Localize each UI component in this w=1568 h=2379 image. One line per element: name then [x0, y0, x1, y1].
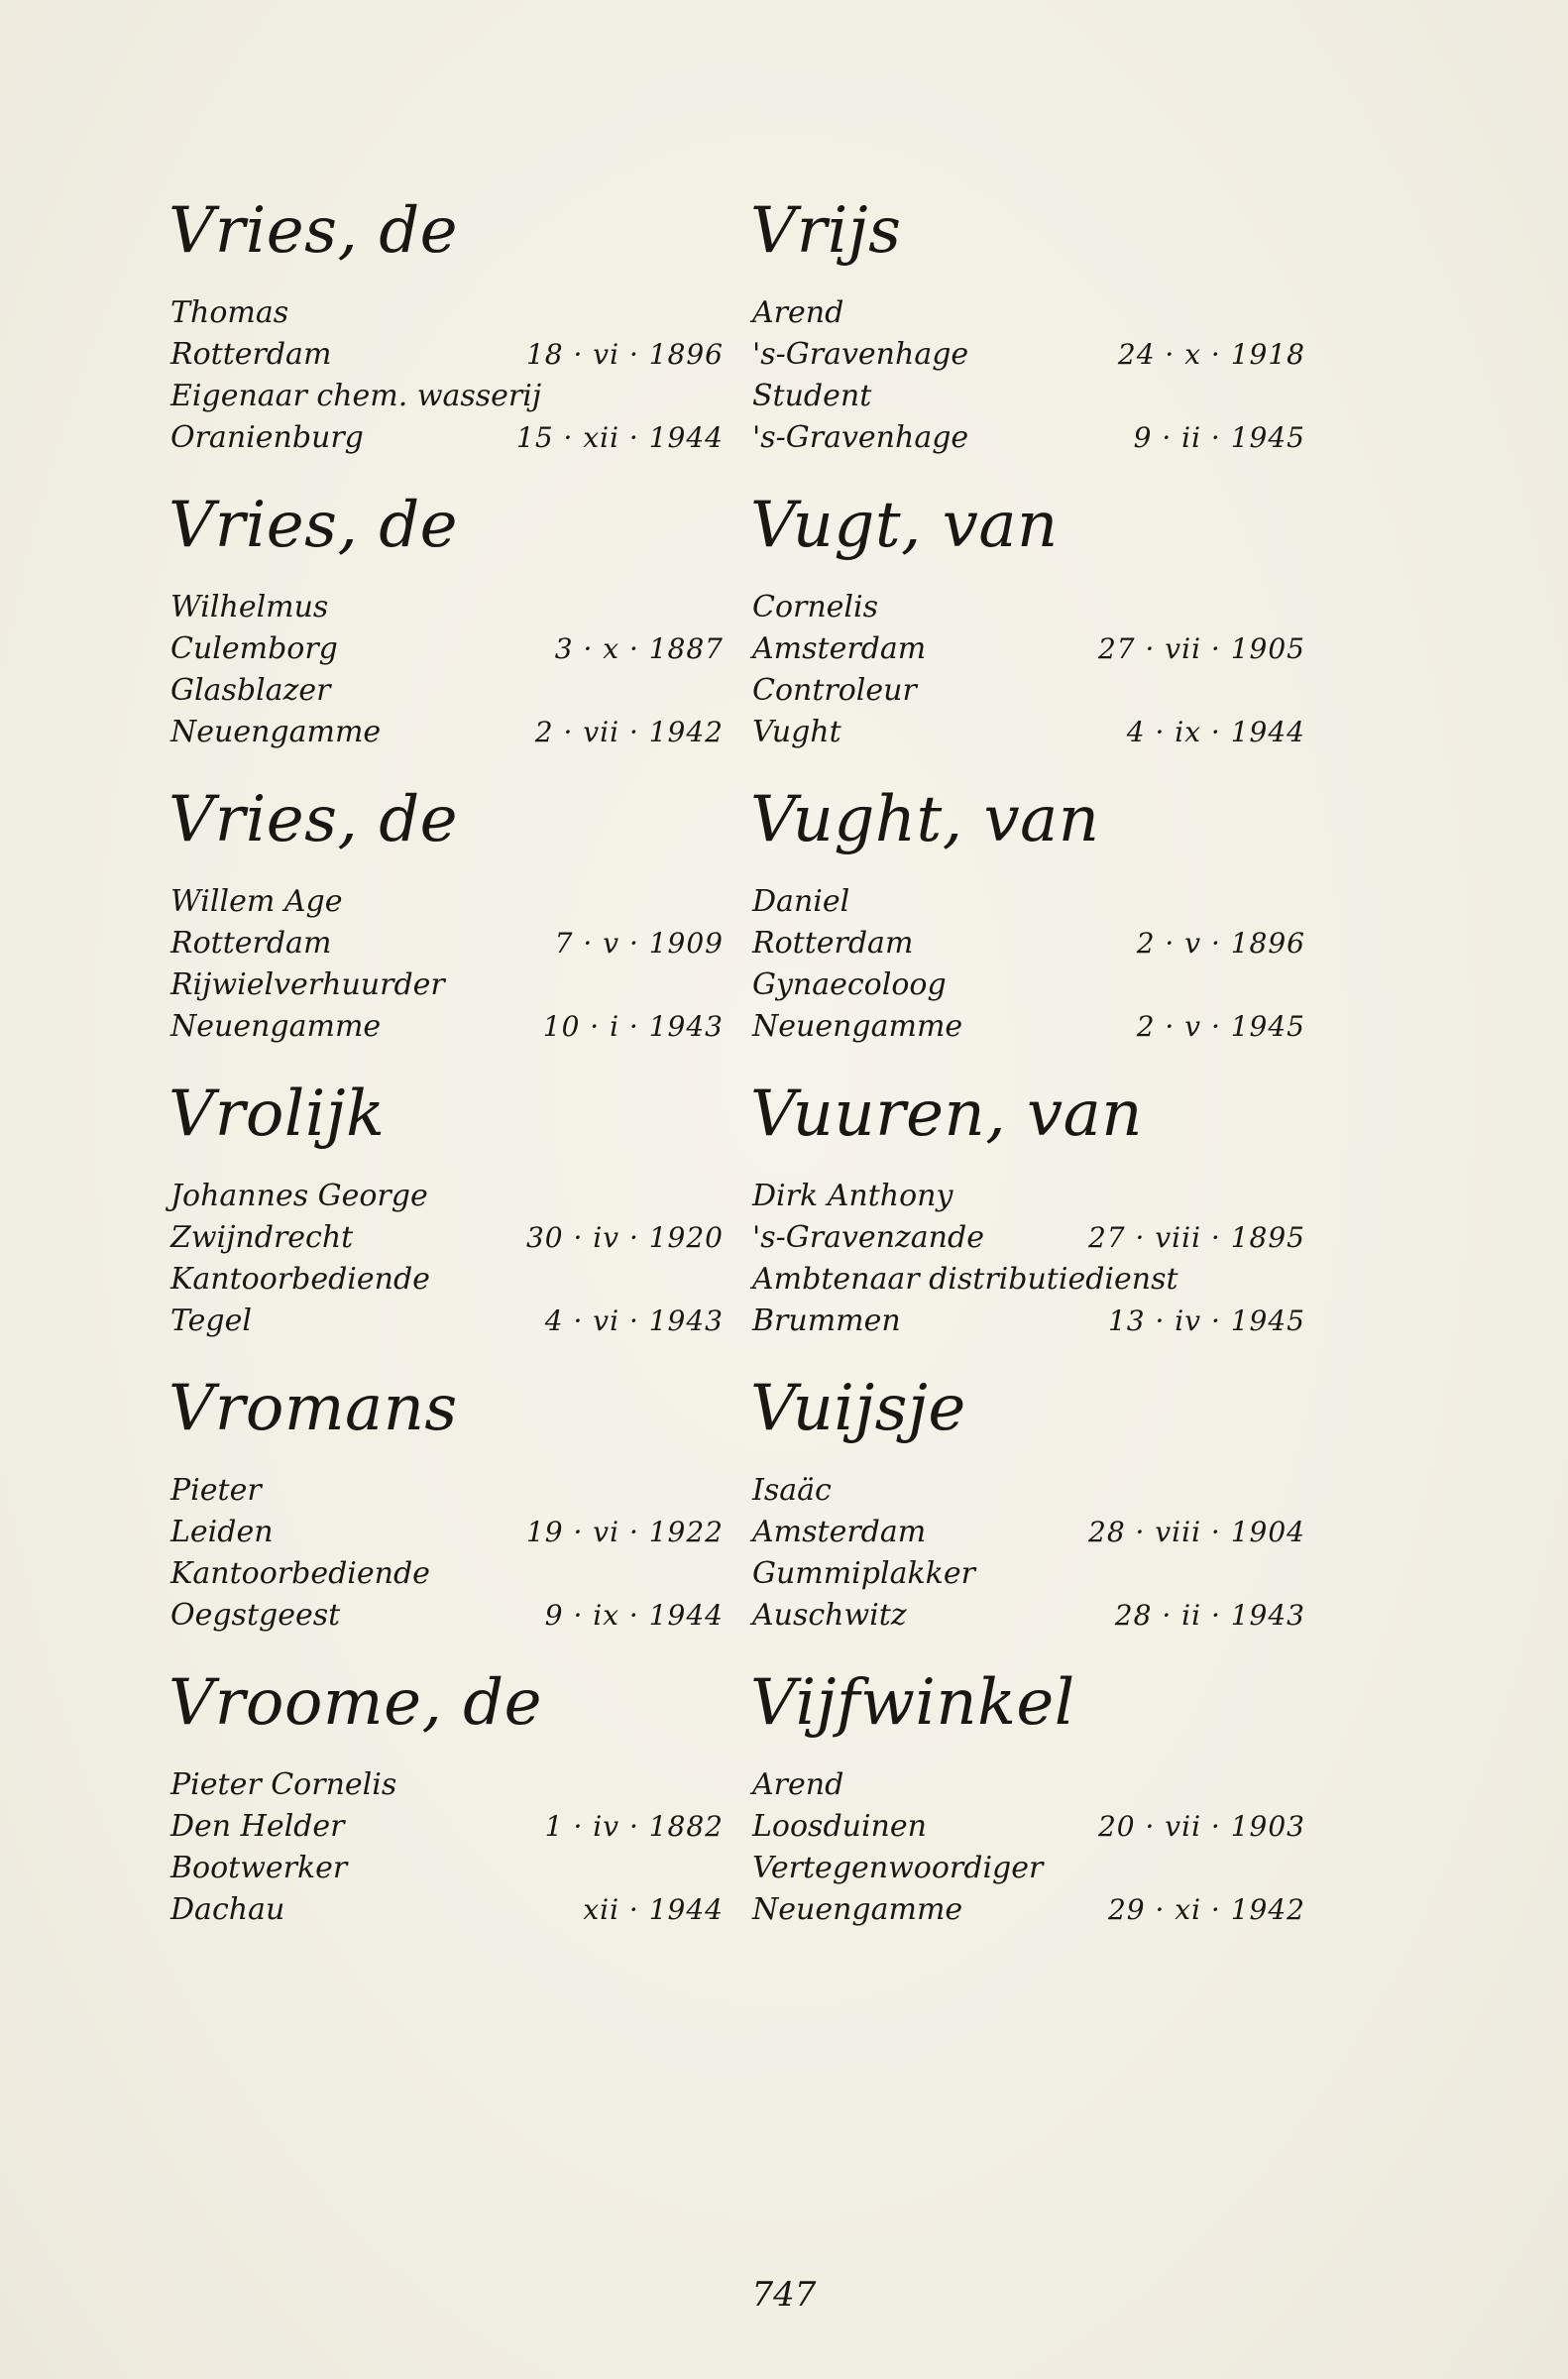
- occupation: Glasblazer: [170, 673, 331, 708]
- birth-place: Rotterdam: [170, 337, 332, 372]
- surname: Vrolijk: [168, 1077, 386, 1151]
- given-name-line: [750, 1176, 1305, 1217]
- given-name: Isaäc: [752, 1473, 832, 1508]
- death-place: Auschwitz: [752, 1598, 907, 1633]
- surname: Vrijs: [750, 194, 902, 268]
- surname: Vuuren, van: [750, 1077, 1143, 1151]
- entry: [168, 193, 724, 488]
- death-line: [750, 1889, 1305, 1931]
- birth-place: Rotterdam: [170, 926, 332, 961]
- birth-line: [168, 923, 724, 964]
- given-name-line: [168, 1176, 724, 1217]
- given-name: Arend: [752, 1767, 844, 1802]
- entry: [168, 488, 724, 782]
- death-date: 4 · ix · 1944: [1126, 716, 1305, 748]
- occupation: Gynaecoloog: [752, 967, 947, 1002]
- given-name: Willem Age: [170, 884, 343, 919]
- given-name: Pieter: [170, 1473, 262, 1508]
- occupation: Rijwielverhuurder: [170, 967, 445, 1002]
- birth-date: 28 · viii · 1904: [1088, 1516, 1305, 1548]
- occupation-line: [750, 1259, 1305, 1301]
- death-place: Neuengamme: [170, 715, 382, 749]
- birth-line: [750, 628, 1305, 670]
- surname: Vught, van: [750, 783, 1100, 856]
- birth-date: 2 · v · 1896: [1136, 927, 1305, 960]
- occupation-line: [168, 1553, 724, 1595]
- birth-place: Loosduinen: [752, 1809, 927, 1844]
- entry: [168, 1371, 724, 1665]
- given-name: Johannes George: [170, 1179, 428, 1213]
- occupation: Bootwerker: [170, 1851, 348, 1885]
- given-name: Daniel: [752, 884, 850, 919]
- death-date: 2 · vii · 1942: [534, 716, 724, 748]
- birth-line: [168, 1217, 724, 1259]
- birth-line: [168, 1806, 724, 1848]
- birth-place: Leiden: [170, 1515, 274, 1549]
- birth-line: [168, 334, 724, 376]
- birth-place: Culemborg: [170, 631, 338, 666]
- occupation: Controleur: [752, 673, 917, 708]
- death-place: Vught: [752, 715, 841, 749]
- death-place: Brummen: [752, 1303, 901, 1338]
- occupation: Kantoorbediende: [170, 1262, 430, 1297]
- entry: [750, 1665, 1305, 1960]
- death-line: [168, 1889, 724, 1931]
- occupation-line: [750, 1848, 1305, 1889]
- surname: Vugt, van: [750, 489, 1059, 562]
- given-name-line: [168, 292, 724, 334]
- birth-line: [750, 1512, 1305, 1553]
- death-date: 15 · xii · 1944: [516, 421, 724, 454]
- death-place: Dachau: [170, 1892, 285, 1927]
- death-line: [168, 1301, 724, 1342]
- given-name-line: [168, 1764, 724, 1806]
- death-date: 10 · i · 1943: [542, 1010, 724, 1043]
- birth-line: [750, 334, 1305, 376]
- given-name: Arend: [752, 295, 844, 330]
- death-date: xii · 1944: [583, 1893, 724, 1926]
- death-date: 4 · vi · 1943: [544, 1304, 724, 1337]
- birth-date: 19 · vi · 1922: [525, 1516, 724, 1548]
- entry: [168, 1076, 724, 1371]
- given-name-line: [168, 587, 724, 628]
- death-place: 's-Gravenhage: [752, 420, 969, 455]
- occupation-line: [168, 376, 724, 417]
- surname: Vijfwinkel: [750, 1666, 1075, 1740]
- entry: [750, 193, 1305, 488]
- death-line: [168, 417, 724, 459]
- occupation-line: [168, 964, 724, 1006]
- birth-place: Amsterdam: [752, 1515, 927, 1549]
- birth-place: Zwijndrecht: [170, 1220, 354, 1255]
- birth-date: 24 · x · 1918: [1117, 338, 1305, 371]
- surname: Vries, de: [168, 783, 459, 856]
- death-place: Neuengamme: [752, 1892, 963, 1927]
- given-name-line: [750, 292, 1305, 334]
- surname: Vromans: [168, 1372, 458, 1445]
- occupation-line: [750, 376, 1305, 417]
- occupation-line: [168, 1848, 724, 1889]
- left-column: [168, 193, 724, 1960]
- given-name: Thomas: [170, 295, 289, 330]
- given-name-line: [750, 1764, 1305, 1806]
- birth-date: 20 · vii · 1903: [1097, 1810, 1305, 1843]
- death-date: 29 · xi · 1942: [1107, 1893, 1305, 1926]
- death-date: 9 · ii · 1945: [1133, 421, 1305, 454]
- death-place: Neuengamme: [752, 1009, 963, 1044]
- occupation: Kantoorbediende: [170, 1556, 430, 1591]
- occupation: Student: [752, 379, 872, 413]
- birth-date: 27 · viii · 1895: [1088, 1221, 1305, 1254]
- surname: Vries, de: [168, 489, 459, 562]
- occupation-line: [750, 1553, 1305, 1595]
- entry: [168, 782, 724, 1076]
- entry: [750, 782, 1305, 1076]
- death-line: [168, 712, 724, 753]
- death-line: [168, 1006, 724, 1048]
- entry: [750, 1076, 1305, 1371]
- right-column: [750, 193, 1305, 1960]
- entry: [750, 488, 1305, 782]
- death-place: Oranienburg: [170, 420, 364, 455]
- death-line: [168, 1595, 724, 1637]
- birth-line: [168, 1512, 724, 1553]
- death-place: Oegstgeest: [170, 1598, 341, 1633]
- given-name-line: [750, 881, 1305, 923]
- birth-date: 3 · x · 1887: [554, 632, 724, 665]
- birth-place: Amsterdam: [752, 631, 927, 666]
- surname: Vroome, de: [168, 1666, 542, 1740]
- death-line: [750, 417, 1305, 459]
- entry: [750, 1371, 1305, 1665]
- entry: [168, 1665, 724, 1960]
- given-name-line: [168, 1470, 724, 1512]
- birth-date: 30 · iv · 1920: [525, 1221, 724, 1254]
- occupation: Ambtenaar distributiedienst: [752, 1262, 1178, 1297]
- birth-place: Den Helder: [170, 1809, 345, 1844]
- birth-date: 18 · vi · 1896: [525, 338, 724, 371]
- given-name-line: [750, 587, 1305, 628]
- birth-date: 27 · vii · 1905: [1097, 632, 1305, 665]
- given-name: Wilhelmus: [170, 590, 329, 624]
- given-name-line: [168, 881, 724, 923]
- birth-date: 1 · iv · 1882: [544, 1810, 724, 1843]
- death-place: Tegel: [170, 1303, 252, 1338]
- given-name: Cornelis: [752, 590, 879, 624]
- occupation: Eigenaar chem. wasserij: [170, 379, 542, 413]
- death-date: 28 · ii · 1943: [1114, 1599, 1305, 1632]
- surname: Vuijsje: [750, 1372, 966, 1445]
- death-line: [750, 1595, 1305, 1637]
- birth-place: Rotterdam: [752, 926, 914, 961]
- death-line: [750, 1301, 1305, 1342]
- occupation: Gummiplakker: [752, 1556, 975, 1591]
- occupation-line: [168, 1259, 724, 1301]
- occupation-line: [750, 964, 1305, 1006]
- birth-line: [750, 923, 1305, 964]
- death-line: [750, 712, 1305, 753]
- birth-place: 's-Gravenhage: [752, 337, 969, 372]
- given-name-line: [750, 1470, 1305, 1512]
- occupation: Vertegenwoordiger: [752, 1851, 1044, 1885]
- occupation-line: [750, 670, 1305, 712]
- surname: Vries, de: [168, 194, 459, 268]
- given-name: Dirk Anthony: [752, 1179, 953, 1213]
- birth-date: 7 · v · 1909: [554, 927, 724, 960]
- page-number: 747: [751, 2275, 817, 2315]
- death-date: 9 · ix · 1944: [544, 1599, 724, 1632]
- death-line: [750, 1006, 1305, 1048]
- birth-line: [750, 1806, 1305, 1848]
- occupation-line: [168, 670, 724, 712]
- birth-line: [168, 628, 724, 670]
- birth-place: 's-Gravenzande: [752, 1220, 984, 1255]
- death-place: Neuengamme: [170, 1009, 382, 1044]
- death-date: 2 · v · 1945: [1136, 1010, 1305, 1043]
- death-date: 13 · iv · 1945: [1107, 1304, 1305, 1337]
- given-name: Pieter Cornelis: [170, 1767, 397, 1802]
- birth-line: [750, 1217, 1305, 1259]
